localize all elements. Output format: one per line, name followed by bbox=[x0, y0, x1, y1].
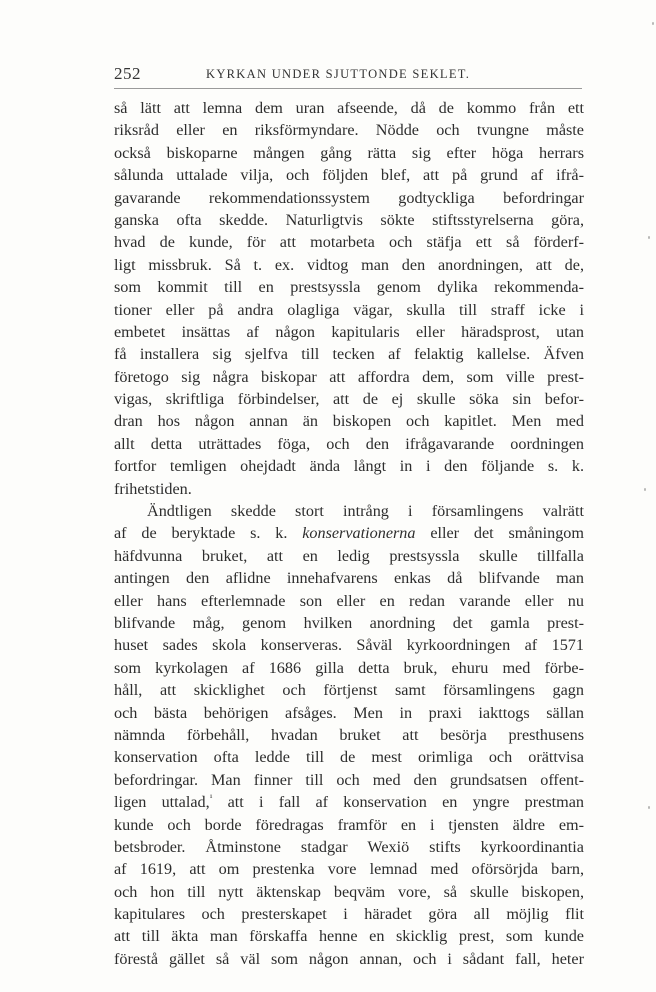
text-line: häfdvunna bruket, att en ledig prestsyssla skulle tillfalla bbox=[114, 546, 584, 565]
text-line: så lätt att lemna dem uran afseende, då de kommo från ett bbox=[114, 99, 584, 117]
text-line: förestå gället så väl som någon annan, och i sådant fall, heter bbox=[114, 949, 584, 968]
text-fragment: af de beryktade s. k. bbox=[114, 524, 288, 543]
text-line: gavarande rekommendationssystem godtyckliga befordringar bbox=[114, 188, 584, 207]
paragraph-1 bbox=[114, 97, 584, 500]
text-line: och bästa behörigen afsåges. Men in praxi iakttogs sällan bbox=[114, 703, 584, 722]
text-line: konservation ofta ledde till de mest orimliga och orättvisa bbox=[114, 748, 584, 767]
text-line: allt detta uträttades föga, och den ifrågavarande oordningen bbox=[114, 434, 584, 453]
paper-speck bbox=[652, 22, 654, 25]
text-line: frihetstiden. bbox=[114, 479, 192, 498]
text-line: eller hans efterlemnade son eller en redan varande eller nu bbox=[114, 591, 584, 610]
paper-speck bbox=[648, 236, 650, 239]
paper-speck bbox=[644, 488, 646, 491]
paper-speck bbox=[648, 806, 650, 809]
text-line: som kommit till en prestsyssla genom dylika rekommenda- bbox=[114, 278, 584, 297]
text-fragment: eller det småningom bbox=[430, 524, 584, 543]
text-line: befordringar. Man finner till och med den grundsatsen offent- bbox=[114, 770, 584, 789]
text-line: att till äkta man förskaffa henne en skicklig prest, som kunde bbox=[114, 927, 584, 946]
running-head bbox=[114, 64, 584, 88]
text-line: ligt missbruk. Så t. ex. vidtog man den anordningen, att de, bbox=[114, 255, 584, 274]
text-line: och hon till nytt äktenskap beqväm vore, så skulle biskopen, bbox=[114, 882, 584, 901]
text-line: blifvande måg, genom hvilken anordning det gamla prest- bbox=[114, 613, 584, 632]
text-line: Ändtligen skedde stort intrång i församlingens valrätt bbox=[147, 502, 584, 521]
text-line: fortfor temligen ohejdadt ända långt in i den följande s. k. bbox=[114, 457, 584, 476]
page-number: 252 bbox=[114, 64, 141, 83]
body-text bbox=[114, 97, 584, 970]
text-line: embetet insättas af någon kapitularis eller häradsprost, utan bbox=[114, 322, 584, 341]
text-line: antingen den aflidne innehafvarens enkas då blifvande man bbox=[114, 569, 584, 588]
text-line: håll, att skicklighet och förtjenst samt församlingens gagn bbox=[114, 681, 584, 700]
header-rule bbox=[114, 88, 582, 89]
text-line: sålunda uttalade vilja, och följden blef, att på grund af ifrå- bbox=[114, 166, 584, 185]
text-line: också biskoparne mången gång rätta sig efter höga herrars bbox=[114, 143, 584, 162]
text-line: betsbroder. Åtminstone stadgar Wexiö stifts kyrkoordinantia bbox=[114, 837, 584, 856]
text-line: kapitulares och presterskapet i häradet göra all möjlig flit bbox=[114, 905, 584, 924]
text-line: af 1619, att om prestenka vore lemnad med oförsörjda barn, bbox=[114, 860, 584, 879]
text-line bbox=[114, 791, 584, 813]
text-line: kunde och borde föredragas framför en i tjensten äldre em- bbox=[114, 815, 584, 834]
italic-term: konservationerna bbox=[302, 524, 416, 543]
text-line: hvad de kunde, för att motarbeta och stäfja ett så förderf- bbox=[114, 233, 584, 252]
text-line: riksråd eller en riksförmyndare. Nödde och tvungne måste bbox=[114, 121, 584, 140]
text-line: dran hos någon annan än biskopen och kapitlet. Men med bbox=[114, 412, 584, 431]
text-line: som kyrkolagen af 1686 gilla detta bruk, ehuru med förbe- bbox=[114, 658, 584, 677]
text-line: få installera sig sjelfva till tecken af felaktig kallelse. Äfven bbox=[114, 345, 584, 364]
running-title: KYRKAN UNDER SJUTTONDE SEKLET. bbox=[206, 67, 471, 81]
text-line: tioner eller på andra olagliga vägar, skulla till straff icke i bbox=[114, 300, 584, 319]
text-line: nämnda förbehåll, hvadan bruket att besörja presthusens bbox=[114, 725, 584, 744]
text-fragment: ligen uttalad, bbox=[114, 793, 210, 812]
text-fragment: att i fall af konservation en yngre prestman bbox=[227, 793, 584, 812]
paragraph-2 bbox=[114, 500, 584, 970]
text-line: vigas, skriftliga förbindelser, att de ej skulle söka sin befor- bbox=[114, 390, 584, 409]
text-line: ganska ofta skedde. Naturligtvis sökte stiftsstyrelserna göra, bbox=[114, 210, 584, 229]
text-line: huset sades skola konserveras. Såväl kyrkoordningen af 1571 bbox=[114, 636, 584, 655]
text-line bbox=[114, 522, 584, 544]
footnote-mark: ¹ bbox=[209, 792, 213, 803]
text-line: företogo sig några biskopar att affordra dem, som ville prest- bbox=[114, 367, 584, 386]
